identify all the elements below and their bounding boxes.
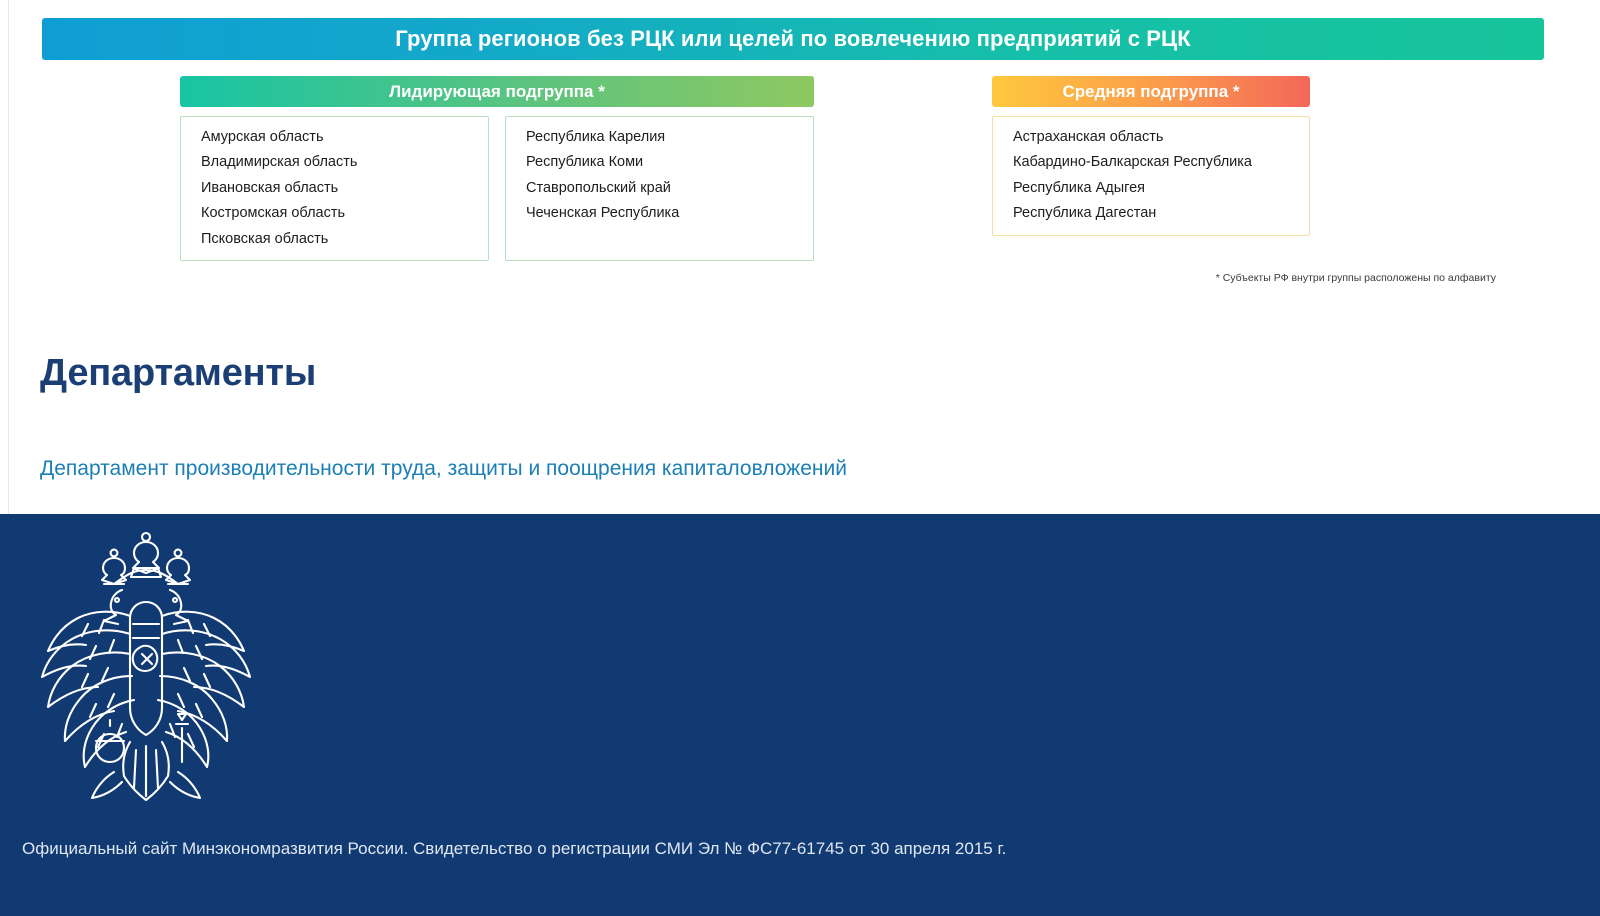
infographic-footnote: * Субъекты РФ внутри группы расположены по алфавиту xyxy=(1215,272,1496,284)
page-title: Департаменты xyxy=(40,352,317,394)
region-list-column xyxy=(180,116,489,261)
list-item: Псковская область xyxy=(201,230,329,247)
departments-section xyxy=(40,352,1490,481)
coat-of-arms-icon xyxy=(18,528,274,802)
list-item: Владимирская область xyxy=(201,154,358,171)
infographic-block xyxy=(42,18,1544,284)
subgroup-middle-columns xyxy=(992,116,1310,236)
list-item: Ставропольский край xyxy=(526,179,671,196)
subgroup-leading xyxy=(180,76,814,261)
list-item: Чеченская Республика xyxy=(526,205,680,222)
department-link[interactable]: Департамент производительности труда, защиты и поощрения капиталовложений xyxy=(40,457,847,480)
region-list-column xyxy=(992,116,1310,236)
list-item: Ивановская область xyxy=(201,179,339,196)
list-item: Республика Дагестан xyxy=(1013,205,1157,222)
list-item: Астраханская область xyxy=(1013,129,1164,145)
region-list-column xyxy=(505,116,814,261)
infographic-title: Группа регионов без РЦК или целей по вовлечению предприятий с РЦК xyxy=(42,18,1544,60)
list-item: Амурская область xyxy=(201,129,324,145)
subgroup-middle-header: Средняя подгруппа * xyxy=(992,76,1310,107)
site-footer xyxy=(0,514,1600,916)
footer-legal-text: Официальный сайт Минэкономразвития России. Свидетельство о регистрации СМИ Эл № ФС77-61745 от 30 апреля 2015 г. xyxy=(22,839,1007,858)
subgroups-container xyxy=(42,76,1544,284)
list-item: Республика Коми xyxy=(526,154,644,171)
subgroup-leading-columns xyxy=(180,116,814,261)
subgroup-middle xyxy=(992,76,1310,236)
list-item: Республика Карелия xyxy=(526,129,666,145)
subgroup-leading-header: Лидирующая подгруппа * xyxy=(180,76,814,107)
list-item: Кабардино-Балкарская Республика xyxy=(1013,154,1252,171)
list-item: Республика Адыгея xyxy=(1013,179,1146,196)
list-item: Костромская область xyxy=(201,205,346,222)
